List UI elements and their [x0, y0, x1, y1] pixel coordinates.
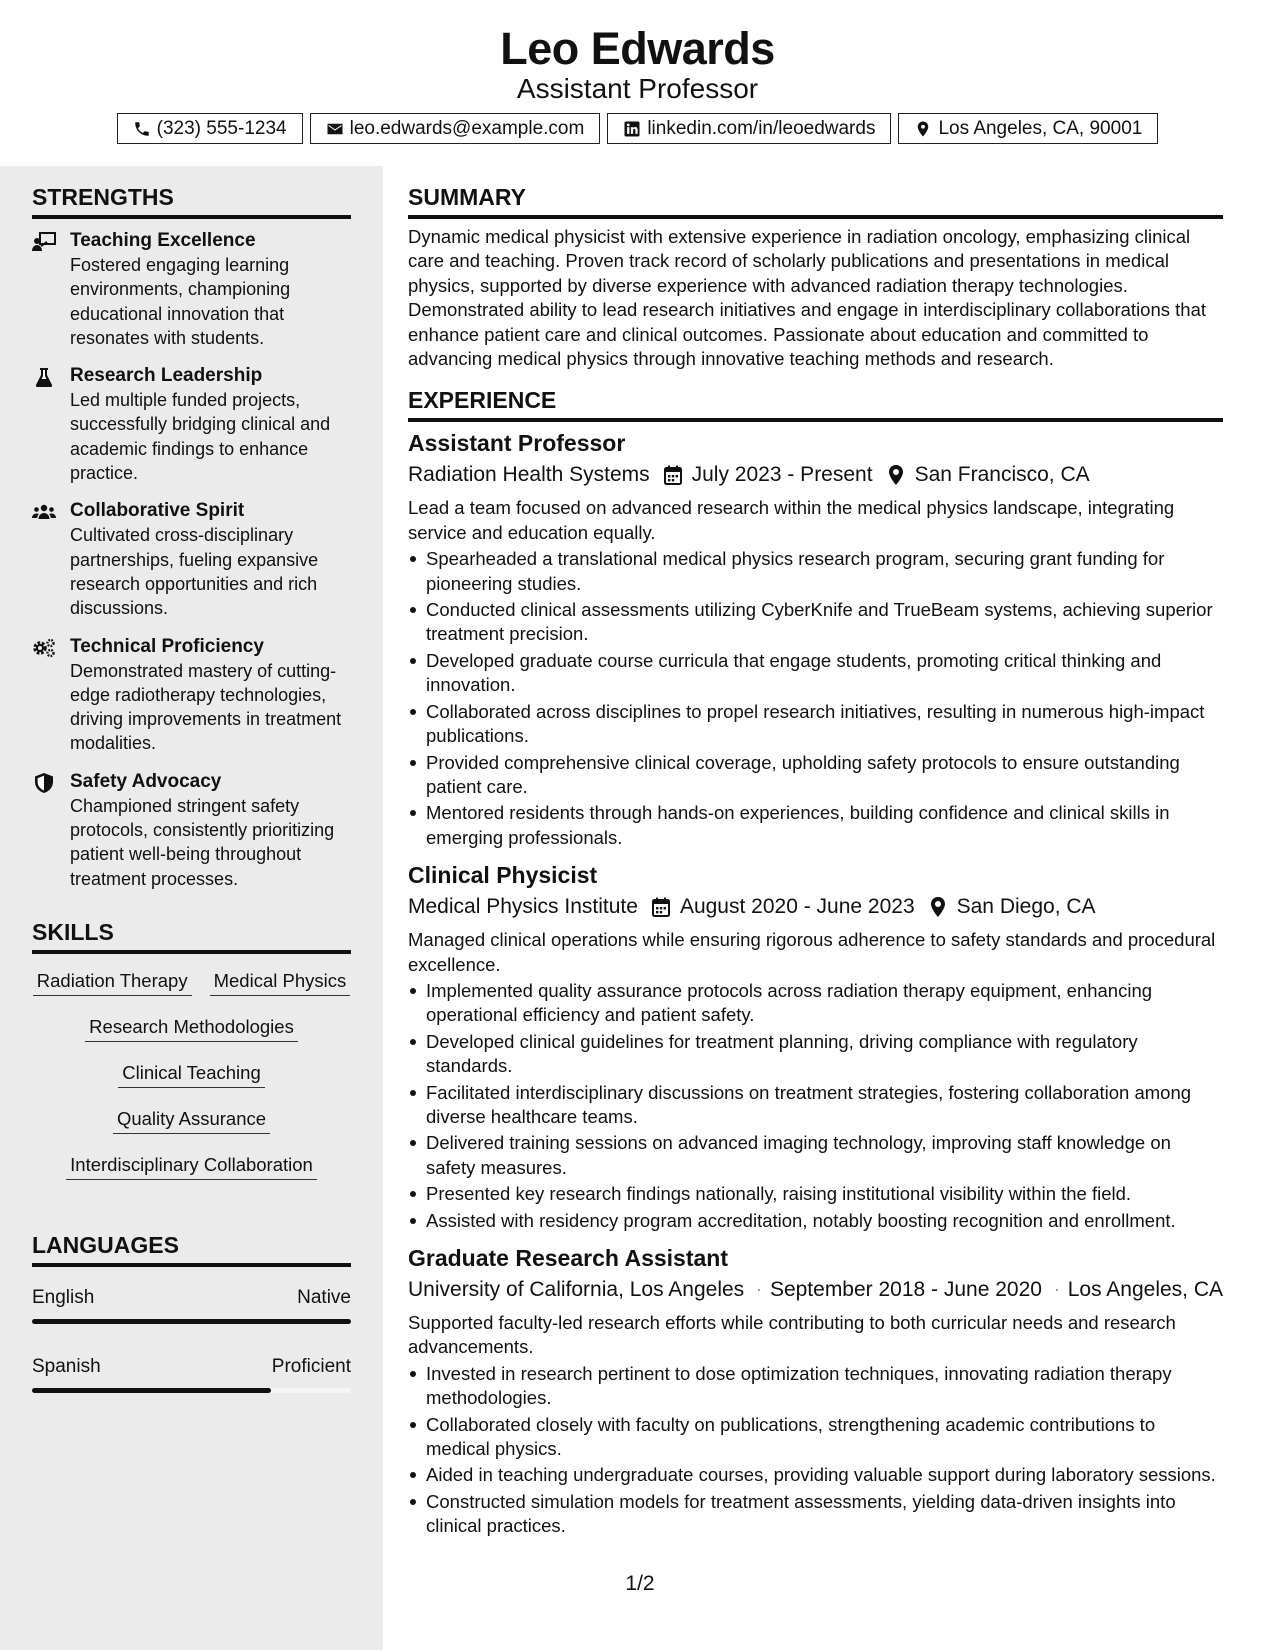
job-bullet: Collaborated closely with faculty on publications, strengthening academic contributions to medical physics. [408, 1413, 1223, 1462]
job-description: Managed clinical operations while ensuring rigorous adherence to safety standards and procedural excellence. [408, 929, 1216, 975]
contact-phone-text: (323) 555-1234 [156, 117, 287, 139]
summary-heading: SUMMARY [408, 182, 1223, 219]
job-title: Clinical Physicist [408, 862, 598, 889]
job-bullet: Implemented quality assurance protocols across radiation therapy equipment, enhancing operational efficiency and patient safety. [408, 979, 1223, 1028]
language-level: Native [297, 1286, 351, 1308]
job-dates: August 2020 - June 2023 [679, 895, 915, 919]
language-bar [32, 1319, 351, 1324]
teacher-board-icon [32, 232, 56, 252]
job-entry [408, 428, 1223, 850]
candidate-name: Leo Edwards [500, 23, 775, 74]
job-bullet: Developed graduate course curricula that engage students, promoting critical thinking and innovation. [408, 649, 1223, 698]
language-item [32, 1285, 351, 1324]
job-location: San Diego, CA [956, 895, 1096, 919]
strength-item [32, 770, 351, 891]
strength-item [32, 635, 351, 756]
job-company: Medical Physics Institute [408, 895, 638, 919]
job-dates: July 2023 - Present [691, 463, 873, 487]
contact-email[interactable] [310, 113, 601, 144]
strength-desc: Demonstrated mastery of cutting-edge radiotherapy technologies, driving improvements in treatment modalities. [70, 660, 342, 754]
gears-icon [32, 638, 56, 658]
strength-desc: Championed stringent safety protocols, consistently prioritizing patient well-being throughout treatment processes. [70, 795, 335, 889]
language-name: English [32, 1286, 95, 1308]
skill-tag: Quality Assurance [113, 1106, 270, 1134]
map-pin-icon [929, 897, 947, 917]
contact-linkedin-text[interactable]: linkedin.com/in/leoedwards [647, 117, 876, 139]
contact-bar [0, 113, 1275, 144]
job-company: Radiation Health Systems [408, 463, 650, 487]
job-bullet: Spearheaded a translational medical physics research program, securing grant funding for pioneering studies. [408, 547, 1223, 596]
summary-text: Dynamic medical physicist with extensive experience in radiation oncology, emphasizing clinical care and teaching. Proven track record of scholarly publications and presentations in medical physics, supported by diverse experience with advanced radiation therapy technologies. Demonstrated ability to lead research initiatives and engage in interdisciplinary collaborations that enhance patient care and clinical outcomes. Passionate about education and committed to advancing medical physics through innovative teaching methods and research. [408, 226, 1207, 370]
job-bullet: Constructed simulation models for treatment assessments, yielding data-driven insights into clinical practices. [408, 1490, 1223, 1539]
calendar-icon [758, 1280, 760, 1300]
skills-list [32, 968, 351, 1180]
job-bullets [408, 547, 1223, 850]
language-bar-fill [32, 1388, 271, 1393]
job-meta [408, 1275, 1223, 1305]
job-bullet: Provided comprehensive clinical coverage, upholding safety protocols to ensure outstanding patient care. [408, 751, 1223, 800]
language-bar [32, 1388, 351, 1393]
job-bullet: Presented key research findings nationally, raising institutional visibility within the field. [408, 1182, 1223, 1206]
map-pin-icon [1056, 1280, 1058, 1300]
skills-heading: SKILLS [32, 917, 351, 954]
language-bar-fill [32, 1319, 351, 1324]
job-meta [408, 460, 1223, 490]
job-entry [408, 860, 1223, 1233]
job-bullet: Mentored residents through hands-on experiences, building confidence and clinical skills in emerging professionals. [408, 801, 1223, 850]
page-number: 1/2 [625, 1572, 655, 1595]
map-pin-icon [887, 465, 905, 485]
contact-linkedin[interactable] [607, 113, 891, 144]
language-name: Spanish [32, 1355, 101, 1377]
strength-item [32, 229, 351, 350]
job-title: Assistant Professor [408, 430, 626, 457]
skill-tag: Medical Physics [210, 968, 351, 996]
contact-email-text[interactable]: leo.edwards@example.com [349, 117, 585, 139]
linkedin-icon [623, 120, 641, 138]
job-bullet: Facilitated interdisciplinary discussions on treatment strategies, fostering collaboration among diverse healthcare teams. [408, 1081, 1223, 1130]
strength-desc: Cultivated cross-disciplinary partnerships, fueling expansive research opportunities and rich discussions. [70, 525, 319, 619]
language-item [32, 1354, 351, 1393]
strength-title: Technical Proficiency [70, 635, 264, 657]
map-pin-icon [914, 120, 932, 138]
strength-item [32, 364, 351, 485]
job-bullets [408, 979, 1223, 1233]
skill-tag: Radiation Therapy [33, 968, 192, 996]
job-dates: September 2018 - June 2020 [769, 1278, 1042, 1301]
skill-tag: Research Methodologies [85, 1014, 298, 1042]
job-bullet: Delivered training sessions on advanced imaging technology, improving staff knowledge on safety measures. [408, 1131, 1223, 1180]
strength-desc: Fostered engaging learning environments, championing educational innovation that resonates with students. [70, 255, 291, 348]
experience-list [408, 428, 1223, 1538]
job-meta [408, 892, 1223, 922]
sidebar [0, 166, 383, 1650]
envelope-icon [326, 120, 344, 138]
strength-title: Safety Advocacy [70, 770, 222, 792]
flask-icon [32, 367, 56, 387]
strength-title: Research Leadership [70, 365, 263, 387]
job-title: Graduate Research Assistant [408, 1245, 729, 1271]
job-bullets [408, 1362, 1223, 1539]
job-description: Supported faculty-led research efforts while contributing to both curricular needs and research advancements. [408, 1312, 1176, 1358]
contact-phone [117, 113, 303, 144]
calendar-icon [652, 897, 670, 917]
strength-title: Collaborative Spirit [70, 500, 245, 522]
job-bullet: Invested in research pertinent to dose optimization techniques, innovating radiation therapy methodologies. [408, 1362, 1223, 1411]
candidate-title: Assistant Professor [516, 73, 759, 104]
skill-tag: Clinical Teaching [118, 1060, 265, 1088]
users-icon [32, 502, 56, 522]
job-description: Lead a team focused on advanced research within the medical physics landscape, integrating service and education equally. [408, 497, 1175, 543]
job-location: San Francisco, CA [914, 463, 1090, 487]
job-company: University of California, Los Angeles [408, 1278, 745, 1301]
main-content [383, 166, 1275, 1650]
contact-location [898, 113, 1158, 144]
skill-tag: Interdisciplinary Collaboration [66, 1152, 317, 1180]
experience-heading: EXPERIENCE [408, 385, 1223, 422]
contact-location-text: Los Angeles, CA, 90001 [938, 117, 1143, 139]
strengths-heading: STRENGTHS [32, 182, 351, 219]
resume-header [0, 0, 1275, 166]
strength-title: Teaching Excellence [70, 230, 256, 251]
calendar-icon [664, 465, 682, 485]
phone-icon [133, 120, 151, 138]
languages-heading: LANGUAGES [32, 1230, 351, 1267]
strength-desc: Led multiple funded projects, successfully bridging clinical and academic findings to enhance practice. [70, 390, 331, 484]
job-bullet: Collaborated across disciplines to propel research initiatives, resulting in numerous high-impact publications. [408, 700, 1223, 749]
job-bullet: Developed clinical guidelines for treatment planning, driving compliance with regulatory standards. [408, 1030, 1223, 1079]
strength-item [32, 499, 351, 620]
language-level: Proficient [271, 1355, 351, 1377]
job-entry [408, 1243, 1223, 1539]
job-bullet: Conducted clinical assessments utilizing CyberKnife and TrueBeam systems, achieving superior treatment precision. [408, 598, 1223, 647]
shield-icon [32, 773, 56, 793]
job-bullet: Assisted with residency program accreditation, notably boosting recognition and enrollment. [408, 1209, 1223, 1233]
job-bullet: Aided in teaching undergraduate courses, providing valuable support during laboratory sessions. [408, 1463, 1223, 1487]
job-location: Los Angeles, CA [1067, 1278, 1223, 1301]
